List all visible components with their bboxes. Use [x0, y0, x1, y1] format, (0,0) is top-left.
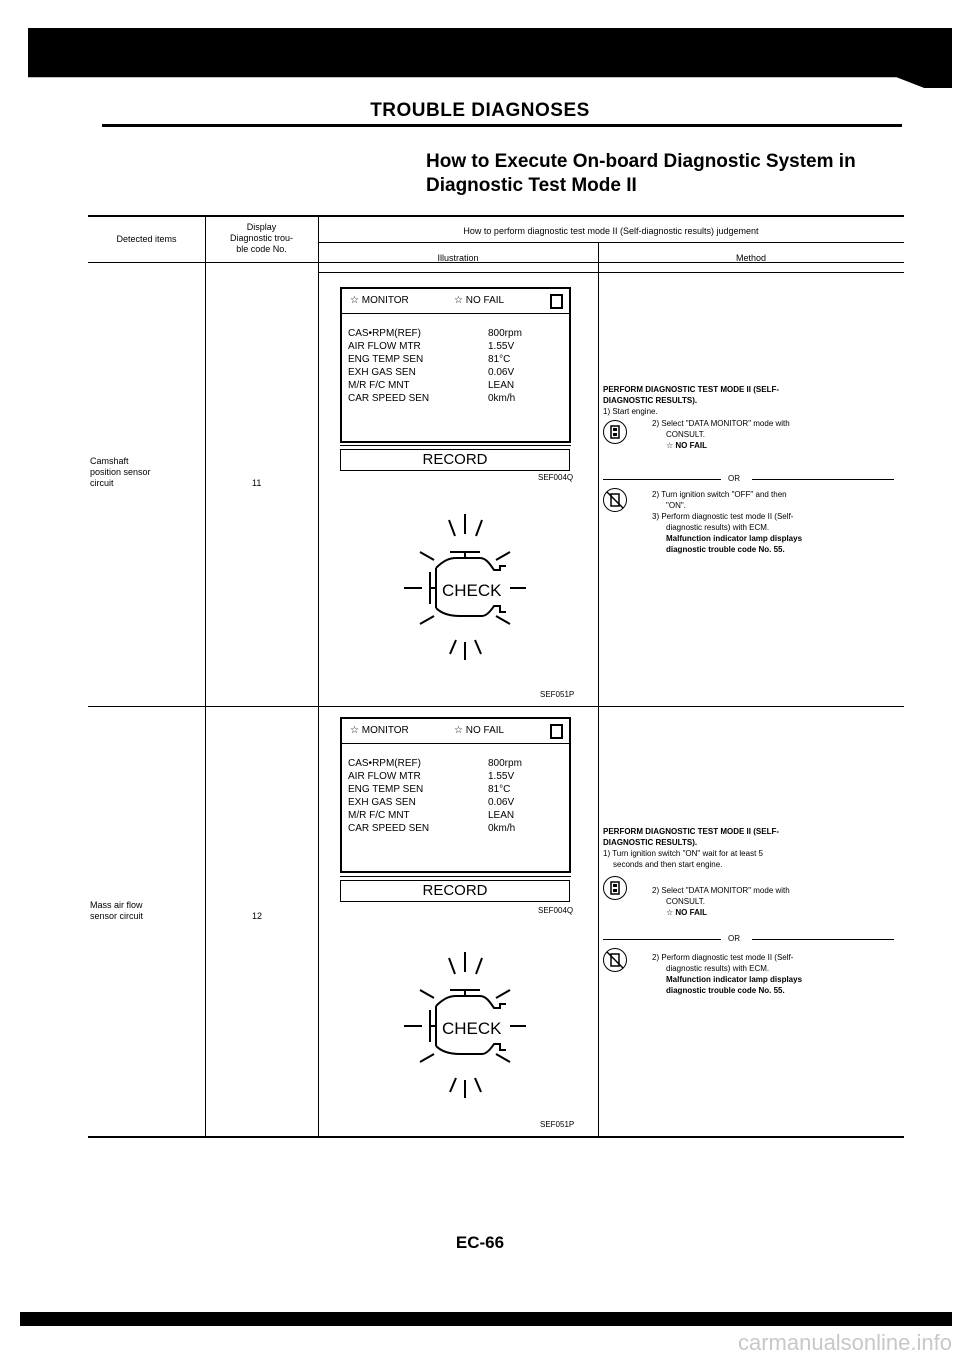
consult-tester-icon	[603, 876, 627, 900]
monitor-row: CAS•RPM(REF) 800rpm	[348, 328, 522, 339]
svg-text:CHECK: CHECK	[442, 1019, 502, 1038]
figure-code: SEF051P	[540, 690, 575, 699]
trouble-code: 12	[252, 911, 263, 921]
no-tools-icon	[603, 488, 627, 512]
svg-text:CHECK: CHECK	[442, 581, 502, 600]
header-illustration: Illustration	[437, 253, 479, 263]
monitor-row: M/R F/C MNT LEAN	[348, 810, 515, 821]
trouble-code: 11	[252, 478, 262, 488]
detected-item-camshaft: Camshaft position sensor circuit	[90, 456, 151, 488]
figure-code: SEF004Q	[538, 473, 574, 482]
detected-item-mass-air-flow: Mass air flow sensor circuit	[90, 900, 144, 921]
header-rule	[102, 124, 902, 127]
check-engine-lamp-icon	[390, 944, 540, 1104]
watermark: carmanualsonline.info	[737, 1330, 952, 1355]
header-method: Method	[735, 253, 767, 263]
page-number: EC-66	[455, 1233, 505, 1252]
monitor-row: AIR FLOW MTR 1.55V	[348, 771, 515, 782]
consult-tester-icon	[603, 420, 627, 444]
monitor-row: AIR FLOW MTR 1.55V	[348, 341, 515, 352]
method-text: PERFORM DIAGNOSTIC TEST MODE II (SELF- DIAGNOSTIC RESULTS). 1) Turn ignition switch "ON" wait for at least 5 seconds and then start engine.	[603, 827, 779, 869]
monitor-row: CAS•RPM(REF) 800rpm	[348, 758, 522, 769]
monitor-row: EXH GAS SEN 0.06V	[348, 367, 515, 378]
monitor-row: ENG TEMP SEN 81°C	[348, 784, 511, 795]
page-header: TROUBLE DIAGNOSES	[370, 100, 590, 121]
bottom-black-band	[20, 1312, 952, 1326]
header-how-to-perform: How to perform diagnostic test mode II (Self-diagnostic results) judgement	[463, 226, 759, 236]
monitor-row: CAR SPEED SEN 0km/h	[348, 823, 516, 834]
or-separator: OR	[728, 474, 740, 483]
monitor-row: ENG TEMP SEN 81°C	[348, 354, 511, 365]
no-tools-icon	[603, 948, 627, 972]
monitor-row: CAR SPEED SEN 0km/h	[348, 393, 516, 404]
figure-code: SEF051P	[540, 1120, 575, 1129]
or-separator: OR	[728, 934, 740, 943]
checkbox-icon	[550, 724, 563, 739]
method-text: PERFORM DIAGNOSTIC TEST MODE II (SELF- DIAGNOSTIC RESULTS). 1) Start engine.	[603, 385, 779, 416]
consult-monitor-screen: ☆ MONITOR ☆ NO FAIL CAS•RPM(REF) 800rpm AIR FLOW MTR 1.55V ENG TEMP SEN 81°C EXH GAS SEN 0.06V M/R F/C MNT LEAN CAR SPEED SEN 0km/h	[340, 287, 571, 443]
header-display-code: Display Diagnostic trou- ble code No.	[229, 222, 294, 254]
record-button: RECORD	[340, 880, 570, 902]
monitor-row: EXH GAS SEN 0.06V	[348, 797, 515, 808]
section-title: How to Execute On-board Diagnostic System in Diagnostic Test Mode II	[426, 151, 856, 196]
top-black-band	[28, 28, 952, 88]
figure-code: SEF004Q	[538, 906, 574, 915]
consult-monitor-screen: ☆ MONITOR ☆ NO FAIL CAS•RPM(REF) 800rpm AIR FLOW MTR 1.55V ENG TEMP SEN 81°C EXH GAS SEN 0.06V M/R F/C MNT LEAN CAR SPEED SEN 0km/h	[340, 717, 571, 873]
record-button: RECORD	[340, 449, 570, 471]
monitor-row: M/R F/C MNT LEAN	[348, 380, 515, 391]
checkbox-icon	[550, 294, 563, 309]
check-engine-lamp-icon	[390, 506, 540, 666]
header-detected-items: Detected items	[116, 234, 177, 244]
